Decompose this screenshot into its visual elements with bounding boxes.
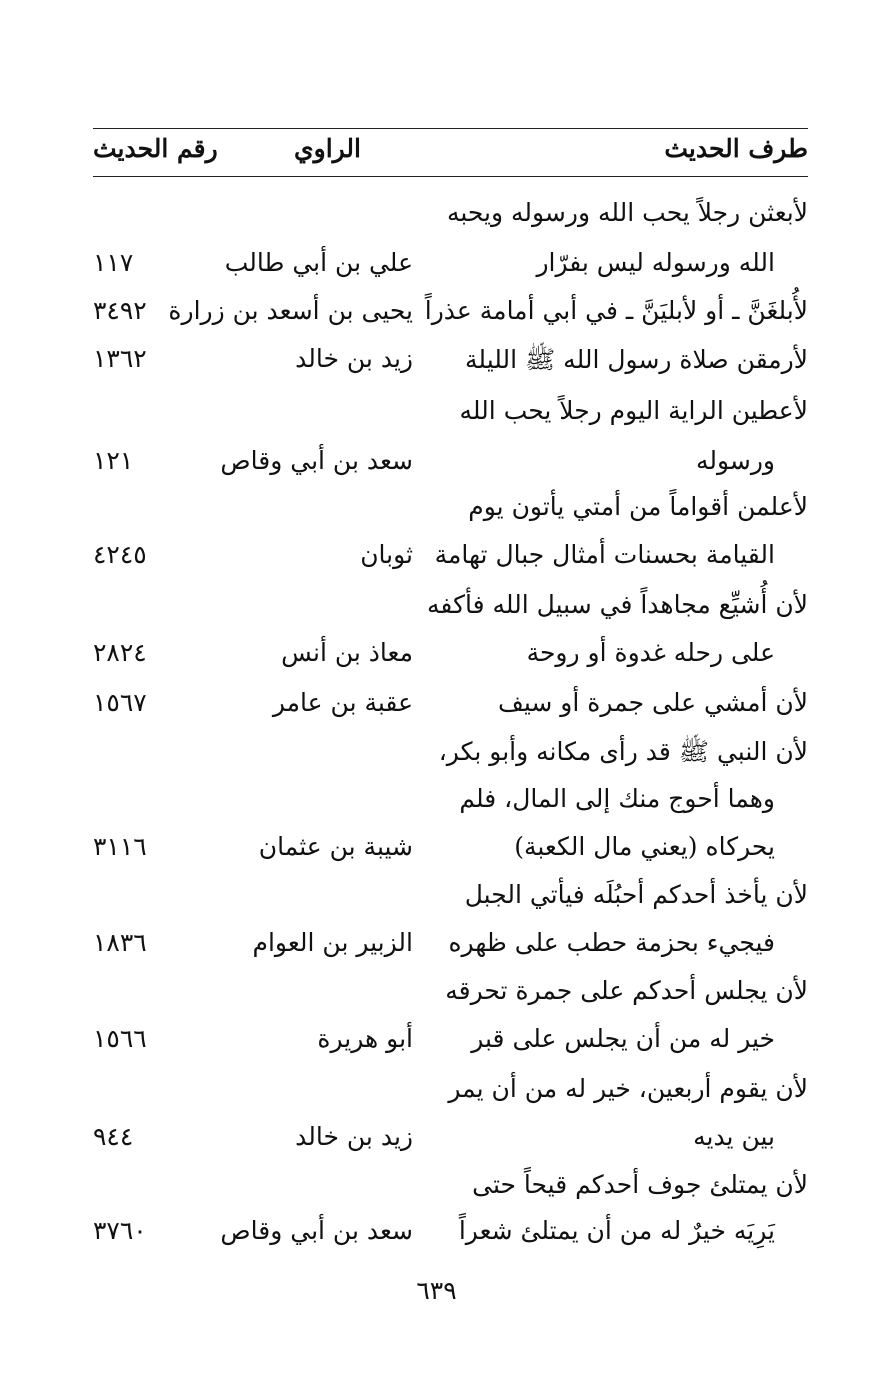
hadith-line: لأعلمن أقواماً من أمتي يأتون يوم xyxy=(468,492,808,521)
hadith-line: لأن يقوم أربعين، خير له من أن يمر xyxy=(448,1074,808,1103)
hadith-number: ٣٤٩٢ xyxy=(93,296,147,325)
header-narrator: الراوي xyxy=(294,134,361,163)
narrator: ثوبان xyxy=(360,540,413,569)
hadith-number: ١٥٦٧ xyxy=(93,688,147,717)
hadith-number: ١١٧ xyxy=(93,248,134,277)
hadith-line: لأن أمشي على جمرة أو سيف xyxy=(497,688,808,717)
narrator: سعد بن أبي وقاص xyxy=(220,1216,413,1245)
narrator: سعد بن أبي وقاص xyxy=(220,446,413,475)
hadith-line: الله ورسوله ليس بفرّار xyxy=(536,248,775,277)
hadith-line: لأن يمتلئ جوف أحدكم قيحاً حتى xyxy=(472,1170,808,1199)
hadith-number: ٤٢٤٥ xyxy=(93,540,147,569)
hadith-line: لأرمقن صلاة رسول الله ﷺ الليلة xyxy=(465,345,808,374)
hadith-number: ٣١١٦ xyxy=(93,832,147,861)
hadith-line: لأن أُشيِّع مجاهداً في سبيل الله فأكفه xyxy=(427,590,808,619)
hadith-line: ورسوله xyxy=(695,446,775,475)
hadith-line: على رحله غدوة أو روحة xyxy=(526,638,775,667)
page-number: ٦٣٩ xyxy=(416,1276,457,1305)
hadith-line: يحركاه (يعني مال الكعبة) xyxy=(514,832,775,861)
narrator: عقبة بن عامر xyxy=(272,688,413,717)
narrator: الزبير بن العوام xyxy=(252,928,413,957)
narrator: أبو هريرة xyxy=(317,1024,413,1053)
hadith-number: ١٣٦٢ xyxy=(93,344,147,373)
hadith-line: وهما أحوج منك إلى المال، فلم xyxy=(459,784,775,813)
hadith-line: لأن النبي ﷺ قد رأى مكانه وأبو بكر، xyxy=(438,737,808,766)
narrator: علي بن أبي طالب xyxy=(224,248,413,277)
hadith-line: خير له من أن يجلس على قبر xyxy=(471,1024,775,1053)
hadith-number: ٣٧٦٠ xyxy=(93,1216,147,1245)
hadith-line: لأعطين الراية اليوم رجلاً يحب الله xyxy=(459,396,808,425)
hadith-line: لأن يأخذ أحدكم أحبُلَه فيأتي الجبل xyxy=(464,880,808,909)
header-bottom-rule xyxy=(93,176,808,177)
narrator: يحيى بن أسعد بن زرارة xyxy=(168,296,413,325)
narrator: معاذ بن أنس xyxy=(281,638,413,667)
hadith-number: ٩٤٤ xyxy=(93,1122,134,1151)
hadith-line: لأُبلغَنَّ ـ أو لأبليَنَّ ـ في أبي أمامة عذراً xyxy=(424,296,808,325)
hadith-number: ٢٨٢٤ xyxy=(93,638,147,667)
header-hadith: طرف الحديث xyxy=(664,134,808,163)
hadith-number: ١٨٣٦ xyxy=(93,928,147,957)
hadith-line: لأبعثن رجلاً يحب الله ورسوله ويحبه xyxy=(446,198,808,227)
hadith-number: ١٢١ xyxy=(93,446,134,475)
hadith-line: يَرِيَه خيرٌ له من أن يمتلئ شعراً xyxy=(458,1216,775,1245)
hadith-line: فيجيء بحزمة حطب على ظهره xyxy=(448,928,775,957)
header-number: رقم الحديث xyxy=(93,134,218,163)
narrator: زيد بن خالد xyxy=(295,1122,413,1151)
narrator: زيد بن خالد xyxy=(295,344,413,373)
hadith-line: لأن يجلس أحدكم على جمرة تحرقه xyxy=(445,976,808,1005)
hadith-line: القيامة بحسنات أمثال جبال تهامة xyxy=(434,540,775,569)
hadith-line: بين يديه xyxy=(693,1122,775,1151)
narrator: شيبة بن عثمان xyxy=(258,832,413,861)
hadith-number: ١٥٦٦ xyxy=(93,1024,147,1053)
header-top-rule xyxy=(93,128,808,129)
